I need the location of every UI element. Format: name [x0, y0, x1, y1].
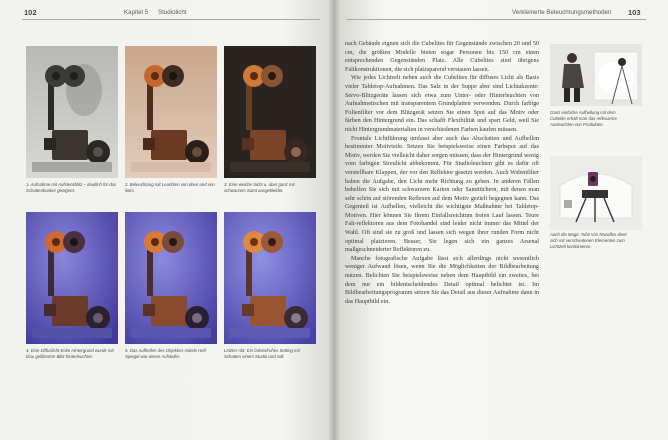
left-chapter-label: Kapitel 5 [124, 9, 149, 16]
photo-projector-6 [224, 212, 316, 344]
caption-5: 5. Das Aufhellen des Objektivs mittels Hell-Spiegel war einem Aufsteller. [125, 348, 207, 359]
photo-projector-3 [224, 46, 316, 178]
photo-photographer-cubelite [550, 44, 642, 106]
paragraph-1: nach Gebäude eignen sich die Cubelites für Gegenstände zwischen 20 und 50 cm, die größten Modelle bieten sogar Personen bis 150 cm einen entsprechenden Gegenständen Platz. Alle Cubelites sind übrigens Faltkonstruktionen, die sich platzsparend verstauen lassen. [345, 41, 539, 73]
paragraph-4: Manche fotografische Aufgabe lässt sich allerdings nicht wesentlich weniger Aufwand lösen, wenn Sie die Möglichkeiten der Bildbearbeitung nutzen. Belichten Sie beispielsweise neben dem Hauptbild ein zweites, bei dem nur ein bildentscheidendes Detail optimal belichtet ist. Im Bildbearbeitungsprogramm setzen Sie das Detail aus dieser Aufnahme dann in das Hauptbild ein. [345, 255, 539, 305]
right-page-number: 103 [628, 8, 641, 17]
paragraph-2: Wie jedes Lichtzelt neben auch die Cubelites für diffuses Licht als Basis vieler Tabletop-Aufnahmen. Das Salz in der Suppe aber sind Lichtakzente: Servo-Blitzgeräte lassen sich etwa zum Unter- oder Hinterleuchten von Aufnahmetischen mit transparentem Grundplatten verwenden. Durch farbige Folienfilter vor dem Blitzgerät setzen Sie einen Spot auf das Motiv oder färben den Hintergrund ein. Das schafft Flexibilität und spart Geld, weil Sie nicht Hintergrundmaterialien in verschiedenen Farben kaufen müssen. [345, 75, 539, 133]
photo-projector-4 [26, 212, 118, 344]
side-caption-2: Auch die Magic Tube von Novoflex dient sich mit verschiedenen Elementen zum Lichtzelt kombinieren. [550, 232, 627, 249]
book-gutter [328, 0, 340, 440]
left-page-number: 102 [24, 8, 37, 17]
photo-projector-1 [26, 46, 118, 178]
photo-magic-tube-setup [550, 156, 642, 230]
caption-2: 2. Beleuchtung mit Leuchten von oben und von links. [125, 182, 215, 193]
right-header-rule [346, 19, 646, 20]
paragraph-3: Frontale Lichtführung umfasst aber auch das Abschatten und Aufhellen bestimmter Motivteile. Setzen Sie beispielsweise einen Farbspot auf das Motiv, werden Sie vielleicht daher sorgen müssen, dass der Hintergrund wenig vom farbigen Streulicht abbekommt. Für Studioleuchten gibt es dafür oft verstellbare Klappen, der vor den Reflektor gesetzt werden. Auch Wabenfilter haben die Aufgabe, den Licht mehr Richtung zu geben. In anderen Fällen behelfen Sie sich mit schwarzem Karton oder Samttüchern, mit denen man sehr schön auf störenden Reflexen auf dem Motiv gezielt begegnen kann. Das Gegenteil ist Aufhellen, vielleicht die wichtigste Maßnahme bei Tabletop-Motiven. Hier können Sie Ihrem Einfallsreichtum freien Lauf lassen. Teure Falt-reflektoren aus dem Fotohandel sind leider nicht immer das Mittel der Wahl. Oft sind sie zu groß und lassen sich wegen ihrer runden Form nicht optimal platzieren. Besser, Sie legen sich ein ganzes Arsenal maßgeschneiderter Reflektoren zu. [345, 135, 539, 254]
right-running-head: Verkleinerte Beleuchtungsmethoden [512, 9, 612, 16]
caption-4: 4. Eine Diffuslicht-Ecke Hintergrund wurde mit blau gefiltertem Blitz hinterleuchtet. [26, 348, 114, 359]
caption-3: 3. Eine weiche Sicht u. aber ganz mit schwarzem Samt ausgekleidet. [224, 182, 295, 193]
photo-projector-5 [125, 212, 217, 344]
caption-1: 1. Aufnahme mit Aufsteckblitz – deutlich für das Schattenbunker geeignet. [26, 182, 117, 193]
body-text [345, 40, 539, 306]
left-header-rule [22, 19, 320, 20]
side-caption-1: Ganz einfache Aufhellung mit dem Cubelite erhält man das reflexarme Ausleuchten von Produkten. [550, 110, 617, 127]
caption-6: Letzter Akt: Ein farbenfrohes Setting mit Schatten einem Studio und voll. [224, 348, 300, 359]
photo-projector-2 [125, 46, 217, 178]
left-chapter-title: Studiolicht [158, 9, 187, 16]
